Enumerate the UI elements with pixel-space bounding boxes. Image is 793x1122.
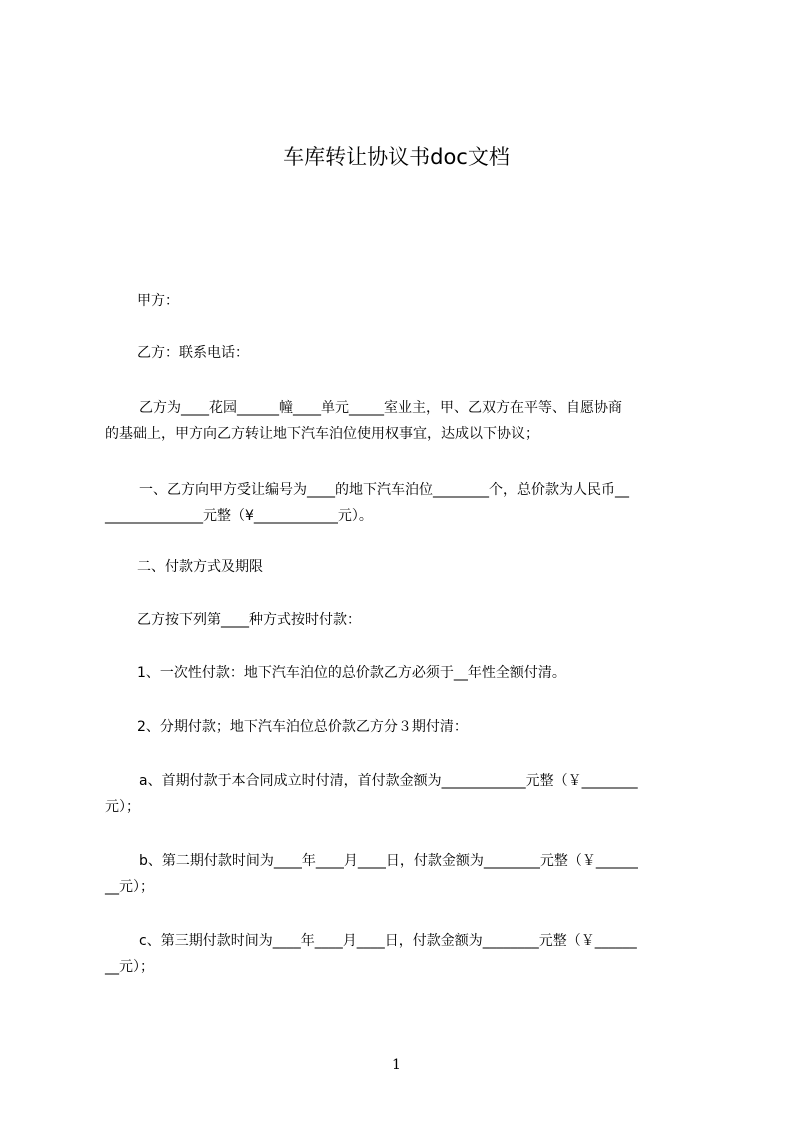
installment-a-paragraph	[105, 768, 709, 820]
installment-a-line-1: a、首期付款于本合同成立时付清，首付款金额为____________元整（￥________	[139, 773, 638, 789]
installment-a-line-2: 元）；	[105, 799, 140, 815]
clause-1-line-1: 一、乙方向甲方受让编号为____的地下汽车泊位________个，总价款为人民币__	[139, 482, 629, 498]
party-a-text: 甲方：	[137, 293, 179, 309]
clause-2-heading-text: 二、付款方式及期限	[137, 559, 263, 575]
payment-choice-text: 乙方按下列第____种方式按时付款：	[137, 612, 361, 628]
installment-c-line-2: __元）；	[105, 959, 154, 975]
installment-b-line-1: b、第二期付款时间为____年____月____日，付款金额为________元整（￥______	[139, 853, 638, 869]
clause-1-line-2: ______________元整（¥____________元）。	[105, 508, 373, 524]
installment-b-line-2: __元）；	[105, 879, 154, 895]
option-2-text: 2、分期付款；地下汽车泊位总价款乙方分３期付清：	[137, 719, 468, 735]
option-2-line	[137, 714, 741, 740]
intro-paragraph	[105, 395, 709, 447]
payment-choice-line	[137, 607, 741, 633]
document-title: 车库转让协议书doc文档	[283, 145, 510, 169]
party-b-text: 乙方：联系电话：	[137, 345, 249, 361]
intro-line-1: 乙方为____花园______幢____单元_____室业主，甲、乙双方在平等、自愿协商	[139, 400, 622, 416]
party-a-line	[137, 288, 741, 314]
installment-c-paragraph	[105, 928, 709, 980]
clause-2-heading	[137, 554, 741, 580]
installment-b-paragraph	[105, 848, 709, 900]
page-number: 1	[392, 1057, 401, 1073]
intro-line-2: 的基础上，甲方向乙方转让地下汽车泊位使用权事宜，达成以下协议；	[105, 426, 539, 442]
party-b-line	[137, 340, 741, 366]
clause-1-paragraph	[105, 477, 709, 529]
installment-c-line-1: c、第三期付款时间为____年____月____日，付款金额为________元整（￥______	[139, 933, 637, 949]
option-1-line	[137, 660, 741, 686]
option-1-text: 1、一次性付款：地下汽车泊位的总价款乙方必须于__年性全额付清。	[137, 665, 566, 681]
